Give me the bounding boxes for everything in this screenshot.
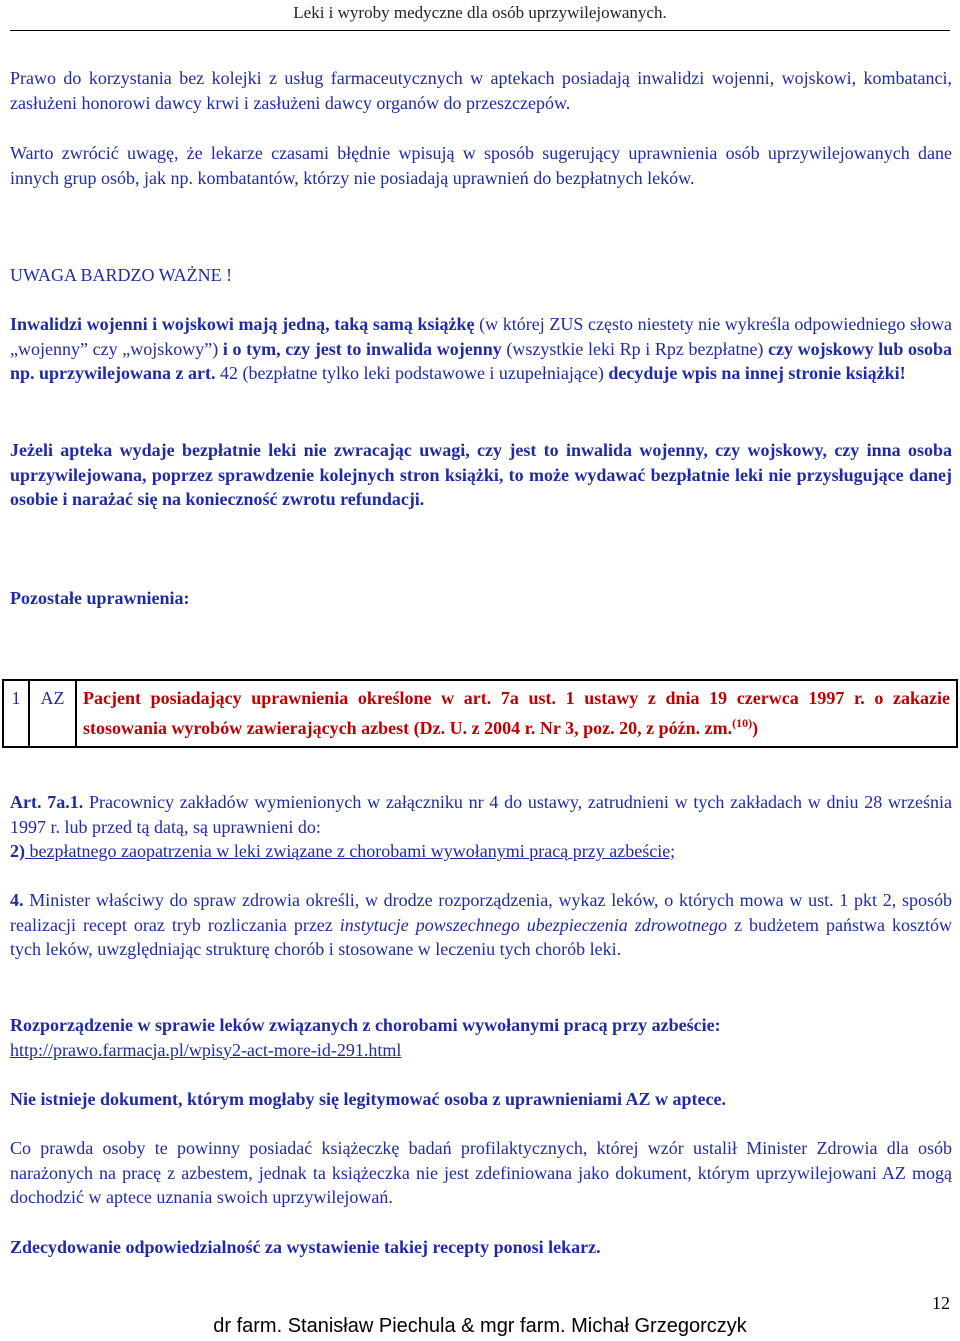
inwalidzi-part4: (wszystkie leki Rp i Rpz bezpłatne) [501, 338, 769, 359]
inwalidzi-part7: decyduje wpis na innej stronie książki! [608, 363, 906, 383]
art7a-point2-label: 2) [10, 841, 25, 861]
paragraph-pharmacy-warning: Jeżeli apteka wydaje bezpłatnie leki nie zwracając uwagi, czy jest to inwalida wojenny, czy wojskowy, czy inna osoba uprzywilejowana, poprzez sprawdzenie kolejnych stron książki, to może wydawać bezpłatnie leki nie przysługujące danej osobie i narażać się na konieczność zwrotu refundacji. [10, 440, 952, 509]
paragraph-art7a [10, 790, 952, 864]
point4-text2: z budżetem państwa kosztów tych leków, uwzględniając strukturę chorób i stosowane w leczeniu tych chorób leki. [10, 914, 952, 959]
paragraph-priority-service: Prawo do korzystania bez kolejki z usług farmaceutycznych w aptekach posiadają inwalidzi wojenni, wojskowi, kombatanci, zasłużeni honorowi dawcy krwi i zasłużeni dawcy organów do przeszczepów. [10, 68, 952, 113]
point4-label: 4. [10, 890, 24, 910]
inwalidzi-part6: 42 (bezpłatne tylko leki podstawowe i uzupełniające) [215, 363, 609, 383]
az-description-text: Pacjent posiadający uprawnienia określone w art. 7a ust. 1 ustawy z dnia 19 czerwca 1997 r. o zakazie stosowania wyrobów zawierających azbest (Dz. U. z 2004 r. Nr 3, poz. 20, z późn. zm. [83, 688, 950, 738]
art7a-text: Pracownicy zakładów wymienionych w załączniku nr 4 do ustawy, zatrudnieni w tych zakładach w dniu 28 września 1997 r. lub przed tą datą, są uprawnieni do: [10, 792, 952, 837]
az-code-cell: AZ [29, 680, 76, 747]
other-rights-heading: Pozostałe uprawnienia: [10, 588, 190, 608]
point4-text1: Minister właściwy do spraw zdrowia określi, w drodze rozporządzenia, wykaz leków, o których mowa w ust. 1 pkt 2, sposób realizacji recept oraz tryb rozliczania przez [10, 890, 952, 935]
az-number-cell: 1 [3, 680, 29, 747]
inwalidzi-part2: (w której ZUS często niestety nie wykreśla odpowiedniego słowa „wojenny” czy „wojskowy”) [10, 314, 952, 359]
regulation-link[interactable]: http://prawo.farmacja.pl/wpisy2-act-more-id-291.html [10, 1039, 402, 1060]
page-number: 12 [932, 1293, 950, 1313]
paragraph-doctors-warning: Warto zwrócić uwagę, że lekarze czasami błędnie wpisują w sposób sugerujący uprawnienia osób uprzywilejowanych dane innych grup osób, jak np. kombatantów, którzy nie posiadają uprawnień do bezpłatnych leków. [10, 143, 952, 188]
important-heading: UWAGA BARDZO WAŻNE ! [10, 265, 233, 285]
paragraph-war-invalids [10, 312, 952, 386]
point4-italic: instytucje powszechnego ubezpieczenia zdrowotnego [339, 914, 728, 935]
az-description-close: ) [752, 717, 759, 738]
paragraph-booklet: Co prawda osoby te powinny posiadać książeczkę badań profilaktycznych, której wzór ustalił Minister Zdrowia dla osób narażonych na pracę z azbestem, jednak ta książeczka nie jest zdefiniowana jako dokument, którym uprzywilejowani AZ mogą dochodzić w aptece uznania swoich uprzywilejowań. [10, 1138, 952, 1207]
az-rights-table [2, 679, 958, 748]
az-footnote-ref: (10) [732, 715, 753, 730]
paragraph-regulation [10, 1013, 952, 1062]
inwalidzi-part1: Inwalidzi wojenni i wojskowi mają jedną, taką samą książkę [10, 314, 475, 334]
paragraph-point4 [10, 888, 952, 962]
doctor-responsibility: Zdecydowanie odpowiedzialność za wystawienie takiej recepty ponosi lekarz. [10, 1237, 601, 1257]
az-description-cell [76, 680, 957, 747]
inwalidzi-part3: i o tym, czy jest to inwalida wojenny [222, 338, 502, 359]
table-row [3, 680, 957, 747]
page-header: Leki i wyroby medyczne dla osób uprzywilejowanych. [293, 3, 667, 22]
regulation-title: Rozporządzenie w sprawie leków związanych z chorobami wywołanymi pracą przy azbeście: [10, 1015, 721, 1035]
art7a-point2-text: bezpłatnego zaopatrzenia w leki związane z chorobami wywołanymi pracą przy azbeście; [25, 841, 676, 861]
footer-authors: dr farm. Stanisław Piechula & mgr farm. Michał Grzegorczyk [213, 1315, 747, 1337]
inwalidzi-part5: czy wojskowy lub osoba np. uprzywilejowana z art. [10, 338, 952, 383]
header-rule [10, 30, 950, 31]
no-document-statement: Nie istnieje dokument, którym mogłaby się legitymować osoba z uprawnieniami AZ w aptece. [10, 1089, 726, 1109]
art7a-label: Art. 7a.1. [10, 792, 84, 812]
